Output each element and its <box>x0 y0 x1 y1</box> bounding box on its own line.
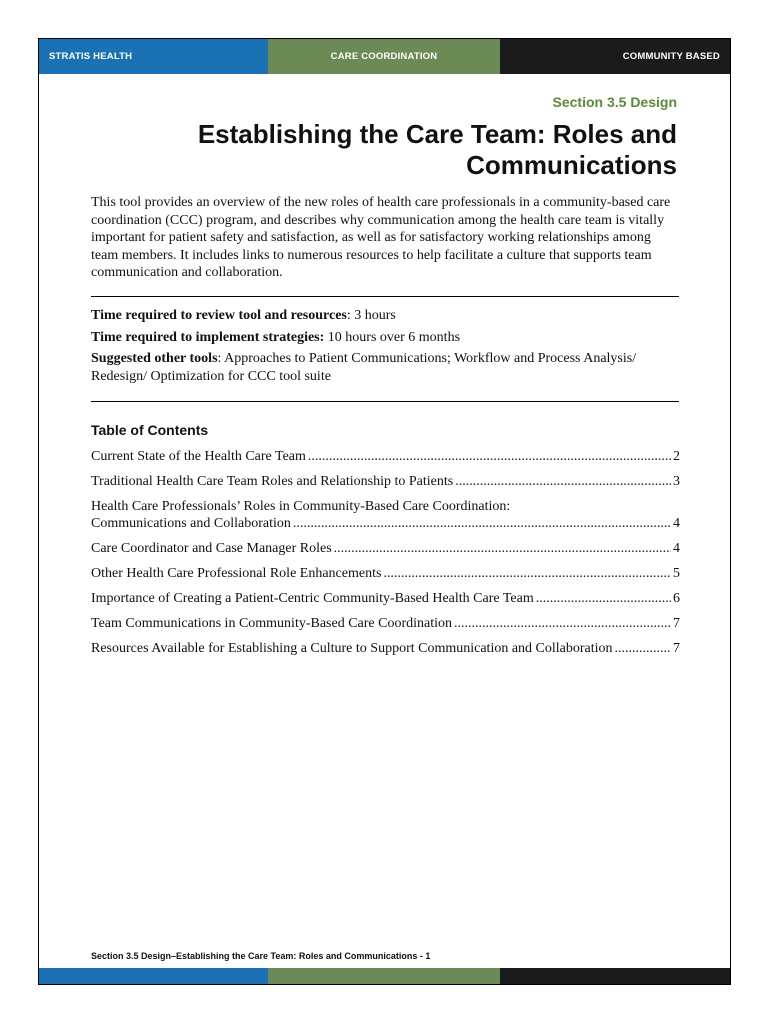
toc-entry-title[interactable]: Care Coordinator and Case Manager Roles <box>91 541 332 556</box>
toc-entry[interactable] <box>91 590 680 607</box>
toc-entry[interactable] <box>91 498 680 532</box>
toc-entry-page[interactable]: 2 <box>673 449 680 464</box>
toc-entry-title[interactable]: Team Communications in Community-Based Care Coordination <box>91 616 453 631</box>
toc-entry-page[interactable]: 7 <box>673 641 680 656</box>
toc-heading: Table of Contents <box>91 422 209 438</box>
suggested-tools-value: : Approaches to Patient Communications; Workflow and Process Analysis/ Redesign/ Optimization for CCC tool suite <box>91 351 637 384</box>
toc-leader <box>293 515 671 532</box>
tool-metadata <box>91 307 681 389</box>
toc-leader <box>383 565 671 582</box>
toc-entry[interactable] <box>91 473 680 490</box>
suggested-tools-label: Suggested other tools <box>91 351 218 366</box>
header-category: CARE COORDINATION <box>268 39 499 74</box>
footer-bar-blue <box>39 968 268 984</box>
suggested-tools <box>91 350 681 385</box>
toc-entry-title[interactable]: Importance of Creating a Patient-Centric Community-Based Health Care Team <box>91 591 534 606</box>
review-time-value: : 3 hours <box>346 308 396 323</box>
divider-bottom <box>91 401 679 402</box>
section-label: Section 3.5 Design <box>552 94 677 110</box>
toc-entry-page[interactable]: 4 <box>673 516 680 531</box>
header-setting: COMMUNITY BASED <box>500 39 730 74</box>
review-time-label: Time required to review tool and resources <box>91 308 347 323</box>
toc-entry-page[interactable]: 7 <box>673 616 680 631</box>
toc-entry[interactable] <box>91 448 680 465</box>
footer-bar-green <box>268 968 499 984</box>
toc-entry-page[interactable]: 6 <box>673 591 680 606</box>
toc-entry-line-2[interactable] <box>91 515 680 532</box>
toc-entry-title[interactable]: Current State of the Health Care Team <box>91 449 306 464</box>
implement-time-value: 10 hours over 6 months <box>324 329 461 345</box>
page-title-line-2: Communications <box>466 150 677 180</box>
footer-bar-black <box>500 968 730 984</box>
toc-leader <box>615 640 671 657</box>
implement-time-label: Time required to implement strategies: <box>91 329 325 345</box>
implement-time <box>91 329 681 347</box>
review-time <box>91 307 681 325</box>
document-page <box>38 38 731 985</box>
header-org-name: STRATIS HEALTH <box>39 39 268 74</box>
toc-leader <box>455 473 671 490</box>
header-bar <box>39 39 730 74</box>
toc-entry-title[interactable]: Other Health Care Professional Role Enhancements <box>91 566 382 581</box>
toc-leader <box>334 540 671 557</box>
toc-entry-page[interactable]: 4 <box>673 541 680 556</box>
intro-paragraph: This tool provides an overview of the new roles of health care professionals in a community-based care coordination (CCC) program, and describes why communication among the health care team is vitally important for patient safety and satisfaction, as well as for satisfactory working relationships among team members. It includes links to numerous resources to help facilitate a culture that supports team communication and collaboration. <box>91 195 671 280</box>
toc-entry[interactable] <box>91 540 680 557</box>
toc-entry-page[interactable]: 3 <box>673 474 680 489</box>
toc-entry[interactable] <box>91 565 680 582</box>
page-footer: Section 3.5 Design–Establishing the Care Team: Roles and Communications - 1 <box>91 951 431 961</box>
toc-leader <box>308 448 671 465</box>
toc-entry-title[interactable]: Resources Available for Establishing a Culture to Support Communication and Collaboration <box>91 641 613 656</box>
divider-top <box>91 296 679 297</box>
page-title-line-1: Establishing the Care Team: Roles and <box>197 119 677 149</box>
toc-entry-page[interactable]: 5 <box>673 566 680 581</box>
toc-leader <box>454 615 671 632</box>
toc-leader <box>536 590 671 607</box>
toc-entry[interactable] <box>91 615 680 632</box>
toc-entry-title[interactable]: Traditional Health Care Team Roles and Relationship to Patients <box>91 474 454 489</box>
toc-entry[interactable] <box>91 640 680 657</box>
table-of-contents <box>91 448 680 657</box>
toc-entry-title[interactable]: Communications and Collaboration <box>91 516 291 531</box>
footer-bar <box>39 968 730 984</box>
page-title <box>117 119 677 181</box>
toc-entry-title-line-1[interactable]: Health Care Professionals’ Roles in Community-Based Care Coordination: <box>91 499 511 514</box>
